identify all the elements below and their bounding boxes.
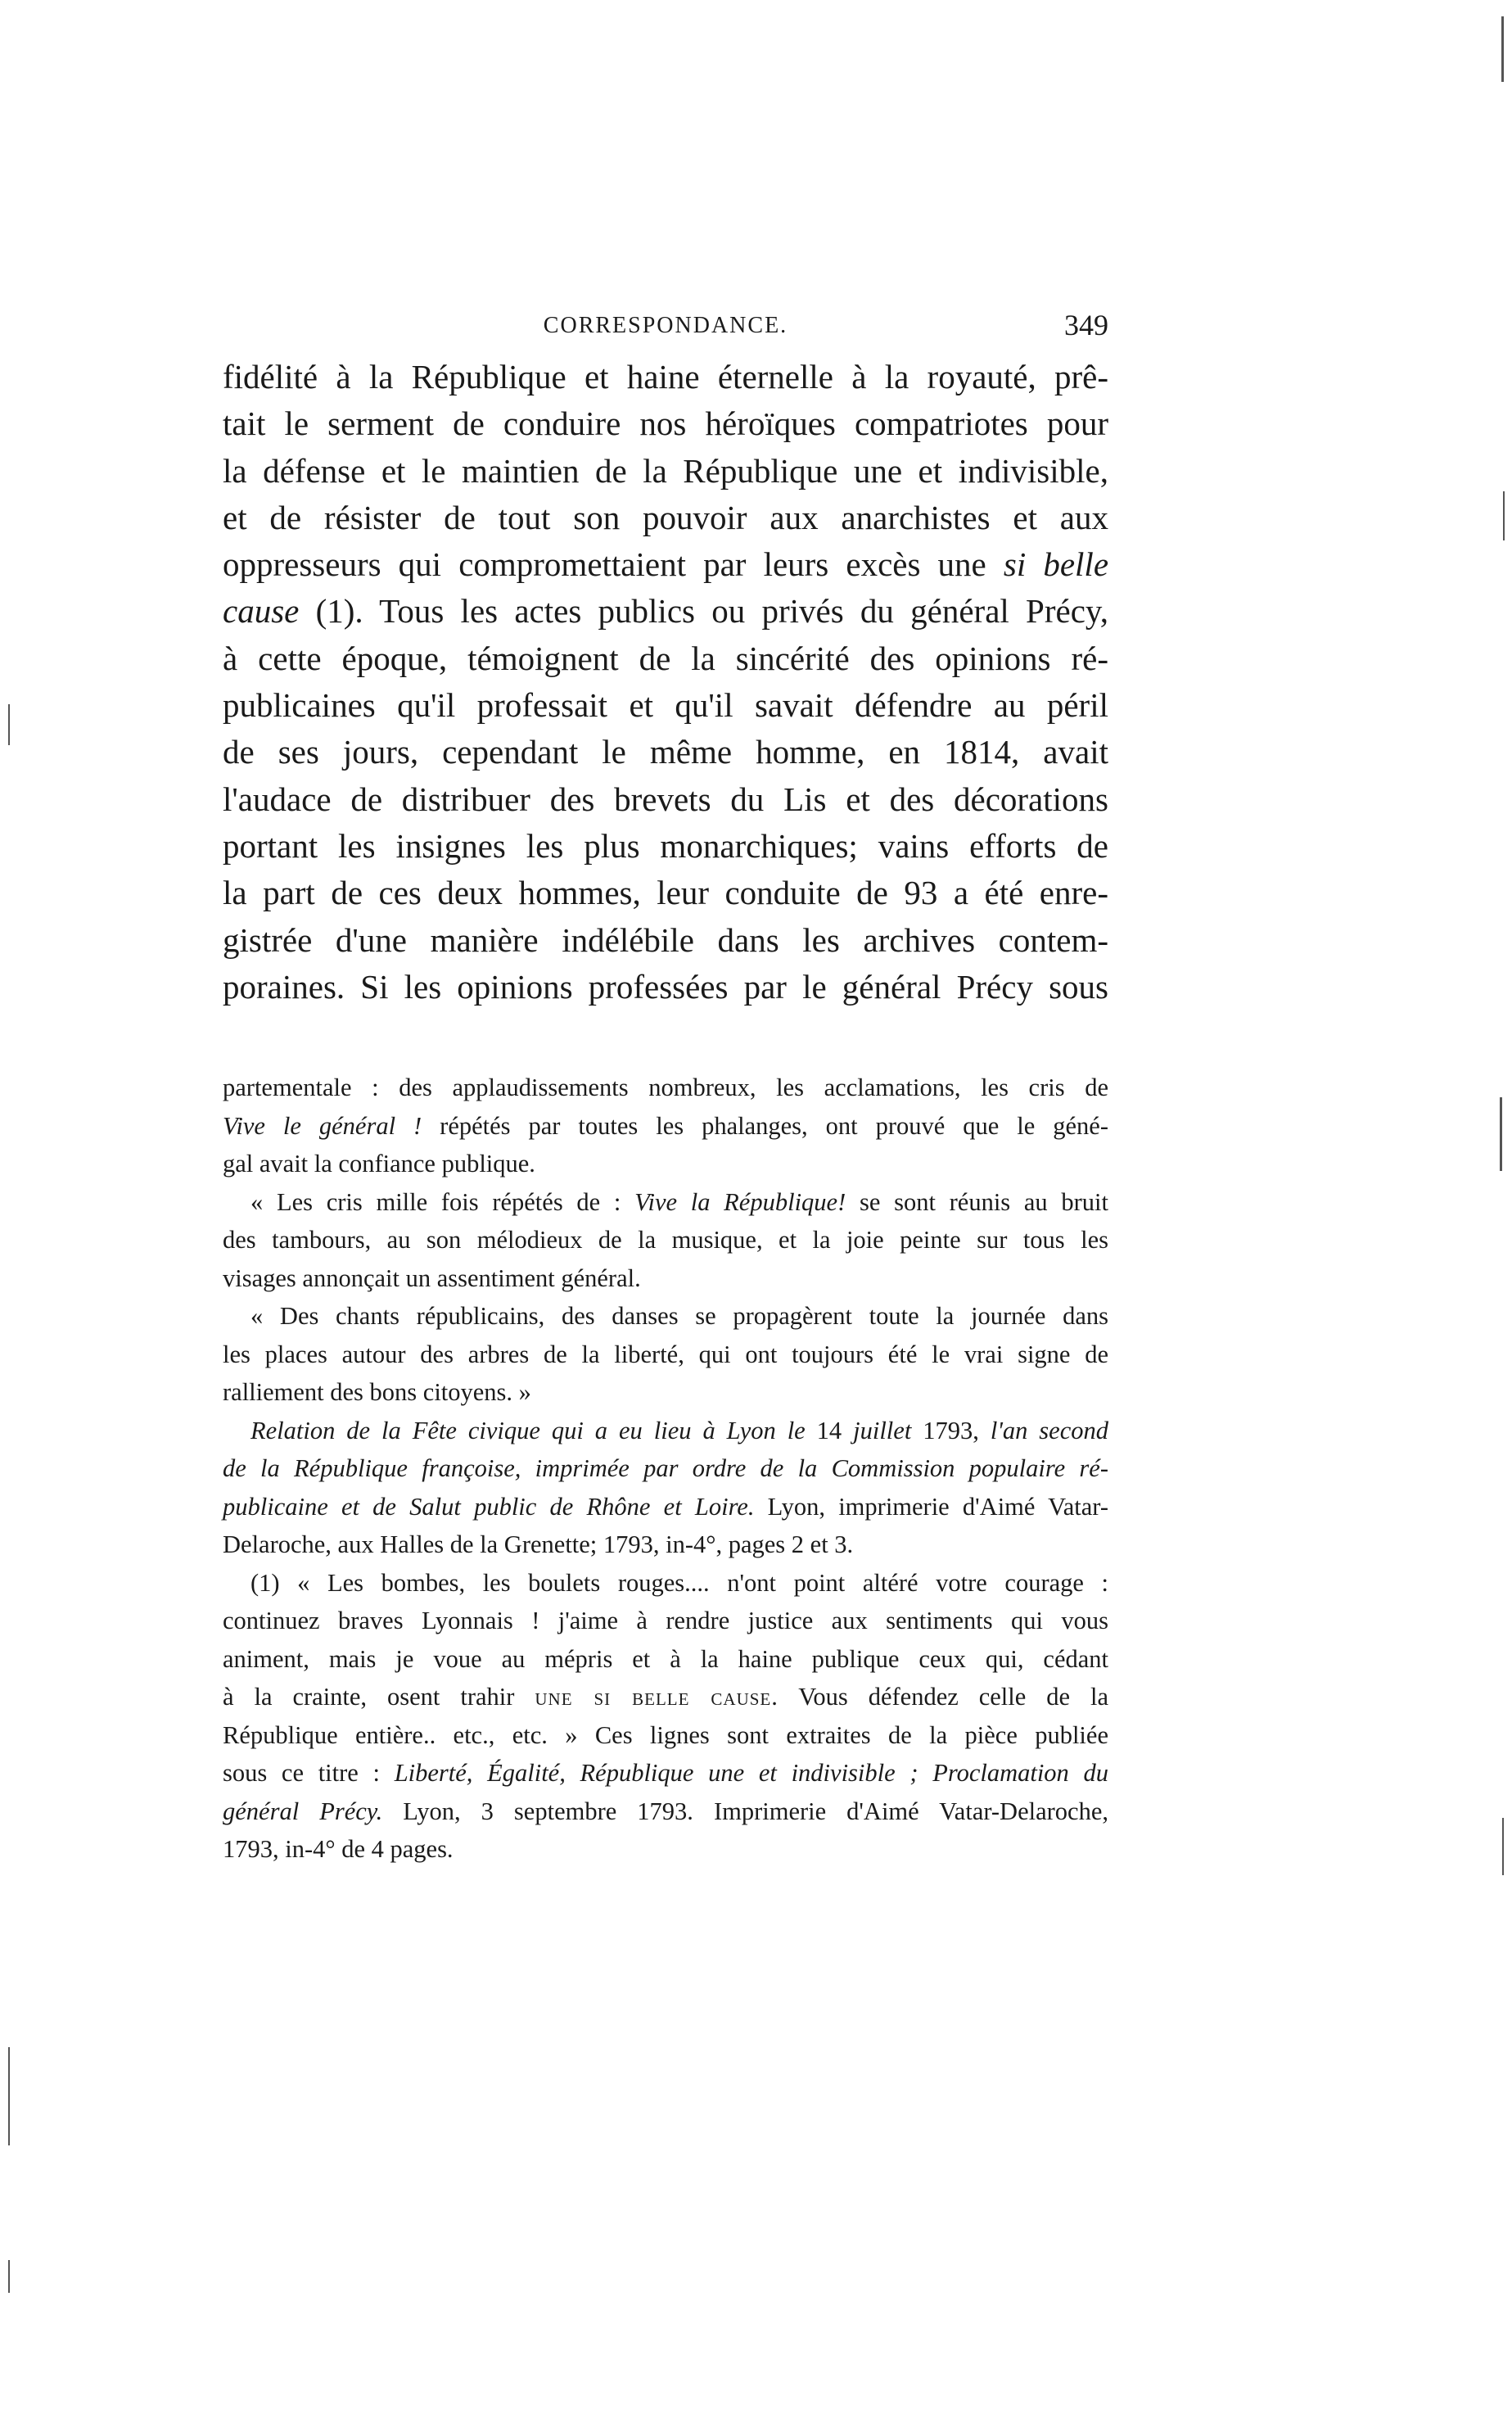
scan-edge-mark <box>1501 16 1504 82</box>
footnote-text: Lyon, imprimerie d'Aimé Vatar- <box>754 1492 1108 1521</box>
footnote-italic: Relation de la Fête civique qui a eu lieu à Lyon le <box>250 1416 806 1444</box>
body-line: publicaines qu'il professait et qu'il savait défendre au péril <box>223 686 1108 725</box>
footnote-line <box>223 1792 1108 1831</box>
body-line: l'audace de distribuer des brevets du Lis et des décorations <box>223 780 1108 818</box>
body-line: tait le serment de conduire nos héroïques compatriotes pour <box>223 405 1108 443</box>
footnote-italic: juillet <box>853 1416 912 1444</box>
body-line: et de résister de tout son pouvoir aux anarchistes et aux <box>223 498 1108 536</box>
footnote-line <box>223 1183 1108 1222</box>
body-line <box>223 541 1108 588</box>
footnote-text: Vous défendez celle de la <box>778 1683 1108 1711</box>
footnote-line <box>223 1678 1108 1716</box>
italic-cause: cause <box>223 592 300 631</box>
footnote-line: animent, mais je voue au mépris et à la haine publique ceux qui, cédant <box>223 1644 1108 1673</box>
footnote-text: se sont réunis au bruit <box>846 1187 1109 1216</box>
footnote-line <box>223 1412 1108 1450</box>
footnote-line: Delaroche, aux Halles de la Grenette; 1793, in-4°, pages 2 et 3. <box>223 1530 854 1558</box>
footnote-italic: publicaine et de Salut public de Rhône et Loire. <box>223 1492 755 1521</box>
footnote-line: partementale : des applaudissements nombreux, les acclamations, les cris de <box>223 1074 1108 1101</box>
footnote-line: gal avait la confiance publique. <box>223 1150 535 1178</box>
italic-phrase: si belle <box>1003 545 1109 584</box>
footnote-text: répétés par toutes les phalanges, ont prouvé que le géné- <box>422 1111 1108 1140</box>
footnote-line: (1) « Les bombes, les boulets rouges.... n'ont point altéré votre courage : <box>250 1568 1108 1597</box>
page-header <box>223 305 1108 346</box>
footnote-line <box>223 1754 1108 1792</box>
body-line <box>223 588 1108 635</box>
footnote-line: les places autour des arbres de la liberté, qui ont toujours été le vrai signe de <box>223 1340 1108 1368</box>
footnote-line: République entière.. etc., etc. » Ces lignes sont extraites de la pièce publiée <box>223 1720 1108 1749</box>
main-text <box>223 354 1108 1010</box>
body-line: gistrée d'une manière indélébile dans les archives contem- <box>223 920 1108 959</box>
body-line: à cette époque, témoignent de la sincérité des opinions ré- <box>223 639 1108 677</box>
footnote-text: à la crainte, osent trahir <box>223 1683 535 1711</box>
body-line: la part de ces deux hommes, leur conduite de 93 a été enre- <box>223 874 1108 912</box>
footnote-line: ralliement des bons citoyens. » <box>223 1378 531 1406</box>
footnote-line: continuez braves Lyonnais ! j'aime à rendre justice aux sentiments qui vous <box>223 1607 1108 1634</box>
body-line: poraines. Si les opinions professées par le général Précy sous <box>223 967 1108 1006</box>
running-head: CORRESPONDANCE. <box>543 313 788 338</box>
scan-edge-mark <box>8 2047 10 2145</box>
footnote-text: « Les cris mille fois répétés de : <box>250 1187 635 1216</box>
scan-edge-mark <box>8 2260 10 2293</box>
page-number: 349 <box>1064 309 1108 341</box>
body-line: de ses jours, cependant le même homme, en 1814, avait <box>223 733 1108 771</box>
footnote-line: de la République françoise, imprimée par ordre de la Commission populaire ré- <box>223 1454 1108 1482</box>
footnotes <box>223 1069 1108 1869</box>
footnote-italic: l'an second <box>990 1416 1109 1444</box>
footnote-text: 14 <box>805 1416 854 1444</box>
scan-edge-mark <box>8 704 10 745</box>
footnote-italic: Vive le général ! <box>223 1111 422 1140</box>
footnote-smallcaps: une si belle cause. <box>535 1683 779 1711</box>
body-line: portant les insignes les plus monarchiques; vains efforts de <box>223 826 1108 865</box>
scan-edge-mark <box>1502 1818 1504 1875</box>
scan-edge-mark <box>1500 1097 1502 1171</box>
footnote-line <box>223 1488 1108 1526</box>
footnote-line: visages annonçait un assentiment général. <box>223 1264 641 1292</box>
body-line-text: oppresseurs qui compromettaient par leurs excès une <box>223 545 986 584</box>
footnote-line: des tambours, au son mélodieux de la musique, et la joie peinte sur tous les <box>223 1226 1108 1254</box>
body-line: fidélité à la République et haine éternelle à la royauté, prê- <box>223 358 1108 396</box>
footnote-line <box>223 1107 1108 1146</box>
footnote-italic: général Précy. <box>223 1797 383 1825</box>
scan-edge-mark <box>1503 491 1505 540</box>
footnote-text: sous ce titre : <box>223 1759 395 1787</box>
footnote-italic: Vive la République! <box>634 1187 846 1216</box>
footnote-italic: Liberté, Égalité, République une et indivisible ; Proclamation du <box>394 1759 1108 1787</box>
footnote-text: Lyon, 3 septembre 1793. Imprimerie d'Aimé Vatar-Delaroche, <box>382 1797 1108 1825</box>
body-line: la défense et le maintien de la République une et indivisible, <box>223 451 1108 490</box>
body-line-text: (1). Tous les actes publics ou privés du général Précy, <box>299 592 1108 631</box>
footnote-line: « Des chants républicains, des danses se propagèrent toute la journée dans <box>250 1302 1108 1330</box>
footnote-text: 1793, <box>911 1416 991 1444</box>
footnote-line: 1793, in-4° de 4 pages. <box>223 1835 454 1863</box>
